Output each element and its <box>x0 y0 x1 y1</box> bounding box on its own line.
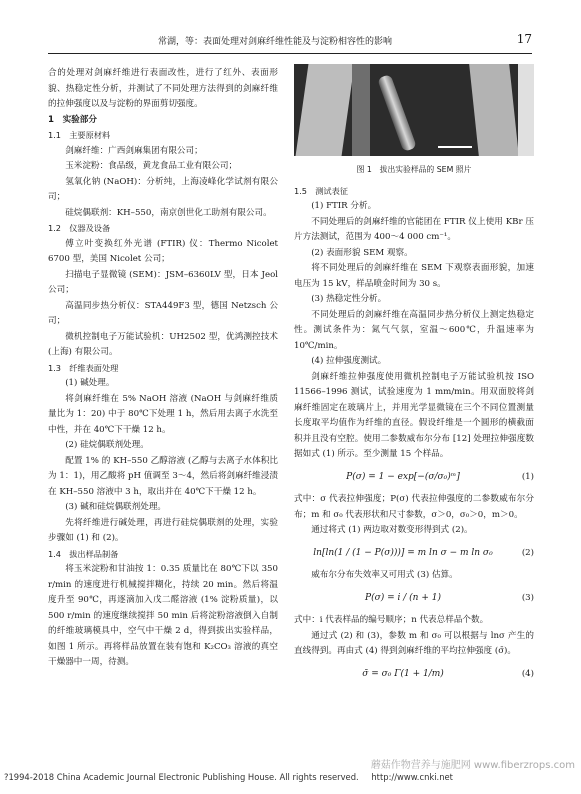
running-header <box>48 34 532 50</box>
paragraph: 式中：i 代表样品的编号顺序；n 代表总样品个数。 <box>294 615 489 625</box>
equation-body: σ̄ = σ₀ Γ(1 + 1/m) <box>362 668 444 679</box>
paragraph: 合的处理对剑麻纤维进行表面改性，进行了红外、表面形貌、热稳定性分析，并测试了不同处理方法得到的剑麻纤维的拉伸强度以及与淀粉的界面剪切强度。 <box>48 68 278 109</box>
paragraph: 玉米淀粉：食品级，黄龙食品工业有限公司； <box>65 161 238 171</box>
paragraph: 剑麻纤维：广西剑麻集团有限公司； <box>65 145 203 156</box>
paragraph: 配置 1% 的 KH–550 乙醇溶液 (乙醇与去离子水体积比为 1：1)，用乙酸将 pH 值调至 3～4，然后将剑麻纤维浸渍在 KH–550 溶液中 3 h，取出并在 40℃下干燥 12 h。 <box>48 455 278 497</box>
paragraph: 通过式 (2) 和 (3)，参数 m 和 σ₀ 可以根据与 lnσ 产生的直线得到。再由式 (4) 得到剑麻纤维的平均拉伸强度 (σ̄)。 <box>294 630 534 656</box>
paragraph: 威布尔分布失效率又可用式 (3) 估算。 <box>311 570 458 580</box>
paragraph: (1) 碱处理。 <box>65 378 115 388</box>
paragraph: (3) 热稳定性分析。 <box>311 294 387 304</box>
watermark: 蘑菇作物营养与施肥网 www.fiberzrops.com <box>370 760 575 771</box>
paragraph: 硅烷偶联剂：KH–550，南京创世化工助剂有限公司。 <box>65 207 272 218</box>
paragraph: 式中：σ 代表拉伸强度；P(σ) 代表拉伸强度的二参数威布尔分布；m 和 σ₀ 代表形状和尺寸参数，σ＞0，σ₀＞0，m＞0。 <box>294 494 534 520</box>
header-rule <box>48 53 532 54</box>
paragraph: (3) 碱和硅烷偶联剂处理。 <box>65 502 167 512</box>
paragraph: 先将纤维进行碱处理，再进行硅烷偶联剂的处理，实验步骤如 (1) 和 (2)。 <box>48 517 278 543</box>
equation-body: P(σ) = i / (n + 1) <box>365 592 441 603</box>
paragraph: 高温同步热分析仪：STA449F3 型，德国 Netzsch 公司； <box>48 300 278 326</box>
equation-number: (1) <box>521 471 534 482</box>
paragraph: 将剑麻纤维在 5% NaOH 溶液 (NaOH 与剑麻纤维质量比为 1：20) 中于 80℃下处理 1 h，然后用去离子水洗至中性，并在 40℃下干燥 12 h。 <box>48 393 278 435</box>
equation-number: (3) <box>521 592 534 603</box>
paragraph: (1) FTIR 分析。 <box>311 201 377 211</box>
equation-body: ln[ln(1 / (1 − P(σ)))] = m ln σ − m ln σ₀ <box>313 547 493 558</box>
equation <box>294 470 534 486</box>
paragraph: 将玉米淀粉和甘油按 1：0.35 质量比在 80℃下以 350 r/min 的速度进行机械搅拌糊化，持续 20 min。然后将温度升至 90℃，再逐滴加入戊二醛溶液 (1% 淀粉质量)，以 500 r/min 的速度继续搅拌 50 min 后将淀粉溶液倒入自制的纤维玻璃模具中，空气中干燥 2 d，得到拔出实验样品，如图 1 所示。再将样品放置在装有饱和 K₂CO₃ 溶液的真空干燥器中一周，待测。 <box>48 564 278 667</box>
equation-number: (2) <box>521 547 534 558</box>
running-title: 常湖，等：表面处理对剑麻纤维性能及与淀粉相容性的影响 <box>158 37 393 47</box>
cnki-link[interactable]: http://www.cnki.net <box>371 772 453 782</box>
sem-figure <box>294 64 534 156</box>
footer <box>4 772 581 782</box>
paragraph: (2) 硅烷偶联剂处理。 <box>65 440 149 450</box>
paragraph: 不同处理后的剑麻纤维的官能团在 FTIR 仪上使用 KBr 压片方法测试，范围为 400～4 000 cm⁻¹。 <box>294 216 534 242</box>
paragraph: 微机控制电子万能试验机：UH2502 型，优鸿测控技术 (上海) 有限公司。 <box>48 331 278 357</box>
paragraph: 氢氧化钠 (NaOH)：分析纯，上海凌峰化学试剂有限公司； <box>48 176 278 202</box>
right-column <box>294 64 534 689</box>
section-heading: 1.3 纤维表面处理 <box>48 362 119 373</box>
section-heading: 1 实验部分 <box>48 114 97 125</box>
paragraph: (2) 表面形貌 SEM 观察。 <box>311 247 413 258</box>
section-heading: 1.2 仪器及设备 <box>48 223 111 233</box>
copyright-text: ?1994-2018 China Academic Journal Electronic Publishing House. All rights reserved. <box>4 772 359 782</box>
section-heading: 1.1 主要原材料 <box>48 130 111 140</box>
paragraph: 不同处理后的剑麻纤维在高温同步热分析仪上测定热稳定性。测试条件为：氮气气氛，室温～600℃，升温速率为 10℃/min。 <box>294 309 534 351</box>
paragraph: 通过将式 (1) 两边取对数变形得到式 (2)。 <box>311 525 473 535</box>
paragraph: 剑麻纤维拉伸强度使用微机控制电子万能试验机按 ISO 11566–1996 测试，试验速度为 1 mm/min。用双面胶将剑麻纤维固定在玻璃片上，并用光学显微镜在三个不同位置测量长度取平均值作为纤维的直径。假设纤维是一个圆形的横截面积并且没有空腔。使用二参数威布尔分布 [12] 处理拉伸强度数据如式 (1) 所示。至少测量 15 个样品。 <box>294 371 534 459</box>
equation <box>294 667 534 683</box>
paragraph: (4) 拉伸强度测试。 <box>311 356 387 366</box>
section-heading: 1.5 测试表征 <box>294 185 348 196</box>
equation-number: (4) <box>521 668 534 679</box>
paragraph: 扫描电子显微镜 (SEM)：JSM–6360LV 型，日本 Jeol 公司； <box>48 269 278 295</box>
paragraph: 将不同处理后的剑麻纤维在 SEM 下观察表面形貌，加速电压为 15 kV，样品喷金时间为 30 s。 <box>294 263 534 289</box>
section-heading: 1.4 拔出样品制备 <box>48 548 119 559</box>
left-column <box>48 66 278 671</box>
page-number: 17 <box>516 32 532 46</box>
equation <box>294 591 534 607</box>
paragraph: 傅立叶变换红外光谱 (FTIR) 仪：Thermo Nicolet 6700 型，美国 Nicolet 公司； <box>48 238 278 264</box>
figure-caption: 图 1 拔出实验样品的 SEM 照片 <box>356 165 472 174</box>
equation-body: P(σ) = 1 − exp[−(σ/σ₀)ᵐ] <box>346 471 460 482</box>
equation <box>294 546 534 562</box>
